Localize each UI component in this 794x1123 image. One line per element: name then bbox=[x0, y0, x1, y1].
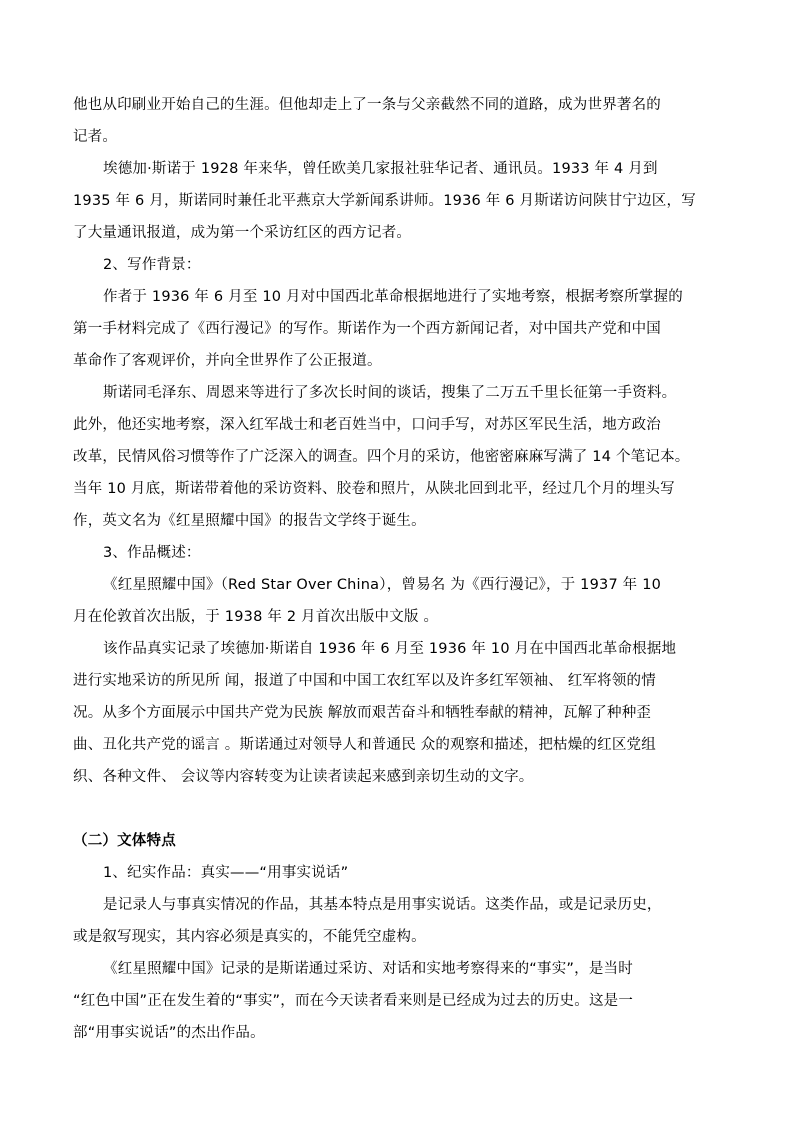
text-line: 或是叙写现实，其内容必须是真实的，不能凭空虚构。 bbox=[73, 929, 426, 945]
text-line: 进行实地采访的所见所 闻，报道了中国和中国工农红军以及许多红军领袖、 红军将领的情 bbox=[73, 673, 656, 689]
text-line: 曲、丑化共产党的谣言 。斯诺通过对领导人和普通民 众的观察和描述，把枯燥的红区党组 bbox=[73, 737, 656, 753]
text-line: 他也从印刷业开始自己的生涯。但他却走上了一条与父亲截然不同的道路，成为世界著名的 bbox=[73, 97, 661, 113]
text-line: 革命作了客观评价，并向全世界作了公正报道。 bbox=[73, 353, 382, 369]
text-line: 斯诺同毛泽东、周恩来等进行了多次长时间的谈话，搜集了二万五千里长征第一手资料。 bbox=[103, 385, 677, 401]
section-heading: 3、作品概述： bbox=[103, 545, 201, 561]
text-line: 1935 年 6 月，斯诺同时兼任北平燕京大学新闻系讲师。1936 年 6 月斯诺访问陕甘宁边区，写 bbox=[73, 193, 696, 209]
text-line: “红色中国”正在发生着的“事实”，而在今天读者看来则是已经成为过去的历史。这是一 bbox=[73, 993, 634, 1009]
section-heading: 2、写作背景： bbox=[103, 257, 201, 273]
text-line: 况。从多个方面展示中国共产党为民族 解放而艰苦奋斗和牺牲奉献的精神，瓦解了种种歪 bbox=[73, 705, 652, 721]
text-line: 作，英文名为《红星照耀中国》的报告文学终于诞生。 bbox=[73, 513, 426, 529]
section-heading: 1、纪实作品：真实——“用事实说话” bbox=[103, 865, 349, 881]
text-line: 此外，他还实地考察，深入红军战士和老百姓当中，口问手写，对苏区军民生活，地方政治 bbox=[73, 417, 661, 433]
text-line: 织、各种文件、 会议等内容转变为让读者读起来感到亲切生动的文字。 bbox=[73, 769, 534, 785]
text-line: 记者。 bbox=[73, 129, 118, 145]
text-line: 部“用事实说话”的杰出作品。 bbox=[73, 1025, 265, 1041]
text-line: 第一手材料完成了《西行漫记》的写作。斯诺作为一个西方新闻记者，对中国共产党和中国 bbox=[73, 321, 661, 337]
text-line: 了大量通讯报道，成为第一个采访红区的西方记者。 bbox=[73, 225, 412, 241]
chapter-heading: （二）文体特点 bbox=[73, 833, 176, 849]
text-line: 改革，民情风俗习惯等作了广泛深入的调查。四个月的采访，他密密麻麻写满了 14 个笔记本。 bbox=[73, 449, 690, 465]
text-line: 《红星照耀中国》（Red Star Over China），曾易名 为《西行漫记》，于 1937 年 10 bbox=[103, 577, 662, 593]
text-line: 埃德加·斯诺于 1928 年来华，曾任欧美几家报社驻华记者、通讯员。1933 年 4 月到 bbox=[103, 161, 658, 177]
text-line: 月在伦敦首次出版，于 1938 年 2 月首次出版中文版 。 bbox=[73, 609, 439, 625]
text-line: 该作品真实记录了埃德加·斯诺自 1936 年 6 月至 1936 年 10 月在中国西北革命根据地 bbox=[103, 641, 677, 657]
text-line: 是记录人与事真实情况的作品，其基本特点是用事实说话。这类作品，或是记录历史， bbox=[103, 897, 662, 913]
text-line: 当年 10 月底，斯诺带着他的采访资料、胶卷和照片，从陕北回到北平，经过几个月的埋头写 bbox=[73, 481, 675, 497]
text-line: 《红星照耀中国》记录的是斯诺通过采访、对话和实地考察得来的“事实”，是当时 bbox=[103, 961, 633, 977]
text-line: 作者于 1936 年 6 月至 10 月对中国西北革命根据地进行了实地考察，根据考察所掌握的 bbox=[103, 289, 683, 305]
